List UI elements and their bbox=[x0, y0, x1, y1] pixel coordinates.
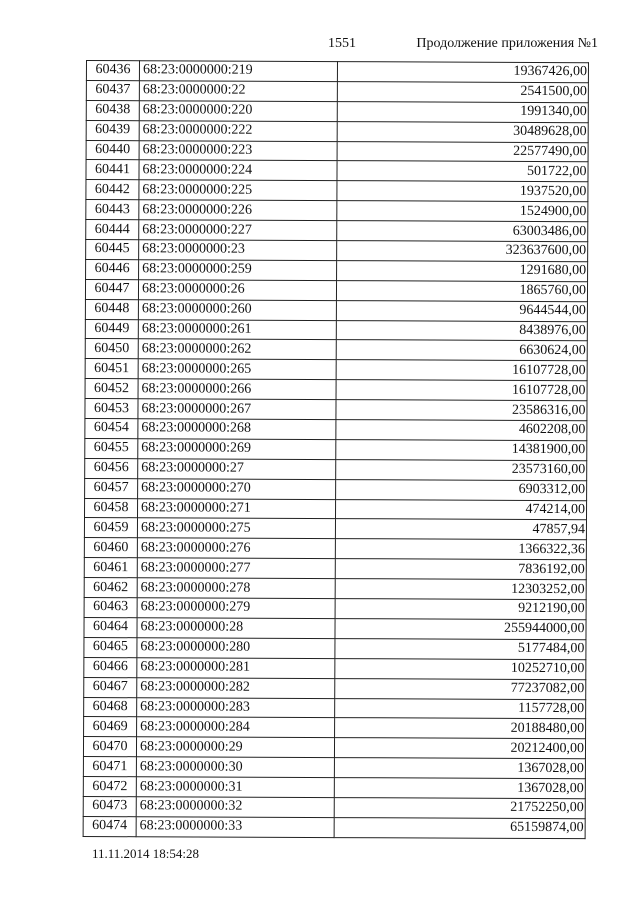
row-number-cell: 60443 bbox=[86, 200, 139, 220]
row-number-cell: 60456 bbox=[85, 458, 138, 478]
row-number-cell: 60449 bbox=[85, 319, 138, 339]
page-number: 1551 bbox=[328, 36, 356, 51]
cadastral-number-cell: 68:23:0000000:260 bbox=[138, 299, 336, 320]
table-row bbox=[83, 757, 585, 779]
cadastral-value-cell: 16107728,00 bbox=[336, 360, 587, 381]
cadastral-number-cell: 68:23:0000000:33 bbox=[136, 817, 334, 838]
row-number-cell: 60440 bbox=[86, 140, 139, 160]
row-number-cell: 60468 bbox=[84, 697, 137, 717]
cadastral-number-cell: 68:23:0000000:259 bbox=[139, 260, 337, 281]
table-row bbox=[86, 61, 588, 83]
row-number-cell: 60470 bbox=[83, 737, 136, 757]
cadastral-value-cell: 6903312,00 bbox=[336, 479, 587, 500]
table-row bbox=[85, 279, 587, 301]
row-number-cell: 60451 bbox=[85, 359, 138, 379]
table-row bbox=[85, 339, 587, 361]
cadastral-value-cell: 16107728,00 bbox=[336, 380, 587, 401]
cadastral-value-cell: 501722,00 bbox=[337, 161, 588, 182]
cadastral-value-cell: 4602208,00 bbox=[336, 420, 587, 441]
row-number-cell: 60462 bbox=[84, 578, 137, 598]
cadastral-number-cell: 68:23:0000000:28 bbox=[137, 618, 335, 639]
table-row bbox=[84, 538, 586, 560]
cadastral-value-cell: 1291680,00 bbox=[337, 261, 588, 282]
table-row bbox=[86, 120, 588, 142]
cadastral-value-cell: 23586316,00 bbox=[336, 400, 587, 421]
table-row bbox=[86, 240, 588, 262]
cadastral-value-table bbox=[83, 60, 589, 839]
row-number-cell: 60473 bbox=[83, 796, 136, 816]
cadastral-value-cell: 47857,94 bbox=[335, 519, 586, 540]
cadastral-number-cell: 68:23:0000000:268 bbox=[138, 419, 336, 440]
table-row bbox=[83, 796, 585, 818]
cadastral-number-cell: 68:23:0000000:280 bbox=[137, 638, 335, 659]
cadastral-number-cell: 68:23:0000000:224 bbox=[139, 160, 337, 181]
table-row bbox=[85, 399, 587, 421]
cadastral-value-cell: 7836192,00 bbox=[335, 559, 586, 580]
table-row bbox=[84, 518, 586, 540]
cadastral-number-cell: 68:23:0000000:276 bbox=[137, 538, 335, 559]
row-number-cell: 60471 bbox=[83, 757, 136, 777]
table-row bbox=[85, 359, 587, 381]
cadastral-number-cell: 68:23:0000000:261 bbox=[138, 319, 336, 340]
cadastral-value-cell: 1865760,00 bbox=[336, 280, 587, 301]
cadastral-number-cell: 68:23:0000000:270 bbox=[138, 478, 336, 499]
row-number-cell: 60441 bbox=[86, 160, 139, 180]
cadastral-value-cell: 12303252,00 bbox=[335, 579, 586, 600]
cadastral-number-cell: 68:23:0000000:269 bbox=[138, 439, 336, 460]
cadastral-value-cell: 65159874,00 bbox=[334, 817, 585, 838]
row-number-cell: 60465 bbox=[84, 637, 137, 657]
row-number-cell: 60463 bbox=[84, 598, 137, 618]
cadastral-number-cell: 68:23:0000000:225 bbox=[139, 180, 337, 201]
table-row bbox=[85, 379, 587, 401]
cadastral-value-cell: 21752250,00 bbox=[334, 798, 585, 819]
table-row bbox=[85, 478, 587, 500]
table-row bbox=[85, 458, 587, 480]
cadastral-number-cell: 68:23:0000000:275 bbox=[137, 518, 335, 539]
cadastral-number-cell: 68:23:0000000:282 bbox=[137, 677, 335, 698]
cadastral-value-cell: 63003486,00 bbox=[337, 221, 588, 242]
cadastral-number-cell: 68:23:0000000:226 bbox=[139, 200, 337, 221]
cadastral-number-cell: 68:23:0000000:283 bbox=[137, 697, 335, 718]
row-number-cell: 60469 bbox=[84, 717, 137, 737]
table-row bbox=[85, 419, 587, 441]
row-number-cell: 60458 bbox=[85, 498, 138, 518]
cadastral-number-cell: 68:23:0000000:279 bbox=[137, 598, 335, 619]
cadastral-number-cell: 68:23:0000000:265 bbox=[138, 359, 336, 380]
cadastral-value-cell: 23573160,00 bbox=[336, 459, 587, 480]
cadastral-number-cell: 68:23:0000000:219 bbox=[139, 61, 337, 82]
cadastral-value-cell: 14381900,00 bbox=[336, 440, 587, 461]
table-row bbox=[86, 80, 588, 102]
cadastral-value-cell: 30489628,00 bbox=[337, 121, 588, 142]
table-row bbox=[83, 777, 585, 799]
cadastral-value-cell: 77237082,00 bbox=[335, 678, 586, 699]
table-row bbox=[86, 200, 588, 222]
cadastral-value-cell: 474214,00 bbox=[335, 499, 586, 520]
table-row bbox=[84, 617, 586, 639]
table-row bbox=[85, 438, 587, 460]
cadastral-value-cell: 255944000,00 bbox=[335, 619, 586, 640]
cadastral-number-cell: 68:23:0000000:223 bbox=[139, 140, 337, 161]
row-number-cell: 60439 bbox=[86, 120, 139, 140]
table-row bbox=[84, 677, 586, 699]
cadastral-value-cell: 2541500,00 bbox=[337, 81, 588, 102]
row-number-cell: 60457 bbox=[85, 478, 138, 498]
table-row bbox=[86, 160, 588, 182]
appendix-continuation-note: Продолжение приложения №1 bbox=[416, 36, 598, 51]
table-row bbox=[84, 717, 586, 739]
cadastral-number-cell: 68:23:0000000:29 bbox=[136, 737, 334, 758]
row-number-cell: 60464 bbox=[84, 617, 137, 637]
cadastral-number-cell: 68:23:0000000:277 bbox=[137, 558, 335, 579]
cadastral-value-cell: 1937520,00 bbox=[337, 181, 588, 202]
cadastral-number-cell: 68:23:0000000:284 bbox=[137, 717, 335, 738]
table-row bbox=[85, 299, 587, 321]
row-number-cell: 60445 bbox=[86, 240, 139, 260]
cadastral-value-cell: 9644544,00 bbox=[336, 300, 587, 321]
row-number-cell: 60467 bbox=[84, 677, 137, 697]
cadastral-number-cell: 68:23:0000000:281 bbox=[137, 657, 335, 678]
cadastral-number-cell: 68:23:0000000:22 bbox=[139, 81, 337, 102]
cadastral-number-cell: 68:23:0000000:27 bbox=[138, 459, 336, 480]
row-number-cell: 60442 bbox=[86, 180, 139, 200]
row-number-cell: 60447 bbox=[85, 279, 138, 299]
row-number-cell: 60474 bbox=[83, 816, 136, 836]
cadastral-value-cell: 20212400,00 bbox=[334, 738, 585, 759]
cadastral-value-cell: 1366322,36 bbox=[335, 539, 586, 560]
cadastral-value-cell: 9212190,00 bbox=[335, 599, 586, 620]
table-row bbox=[84, 697, 586, 719]
row-number-cell: 60460 bbox=[84, 538, 137, 558]
print-timestamp: 11.11.2014 18:54:28 bbox=[92, 846, 200, 861]
table-row bbox=[84, 558, 586, 580]
cadastral-number-cell: 68:23:0000000:278 bbox=[137, 578, 335, 599]
table-row bbox=[86, 140, 588, 162]
cadastral-number-cell: 68:23:0000000:267 bbox=[138, 399, 336, 420]
table-row bbox=[84, 598, 586, 620]
row-number-cell: 60446 bbox=[86, 259, 139, 279]
cadastral-value-cell: 19367426,00 bbox=[337, 62, 588, 83]
cadastral-number-cell: 68:23:0000000:227 bbox=[139, 220, 337, 241]
cadastral-value-cell: 5177484,00 bbox=[335, 638, 586, 659]
cadastral-value-cell: 1157728,00 bbox=[335, 698, 586, 719]
cadastral-value-cell: 1524900,00 bbox=[337, 201, 588, 222]
cadastral-number-cell: 68:23:0000000:31 bbox=[136, 777, 334, 798]
cadastral-number-cell: 68:23:0000000:271 bbox=[138, 498, 336, 519]
table-row bbox=[83, 737, 585, 759]
cadastral-value-cell: 10252710,00 bbox=[335, 658, 586, 679]
cadastral-value-cell: 1367028,00 bbox=[334, 758, 585, 779]
row-number-cell: 60455 bbox=[85, 438, 138, 458]
table-row bbox=[85, 319, 587, 341]
row-number-cell: 60461 bbox=[84, 558, 137, 578]
cadastral-number-cell: 68:23:0000000:32 bbox=[136, 797, 334, 818]
row-number-cell: 60437 bbox=[86, 80, 139, 100]
cadastral-value-cell: 1367028,00 bbox=[334, 778, 585, 799]
row-number-cell: 60438 bbox=[86, 100, 139, 120]
cadastral-number-cell: 68:23:0000000:220 bbox=[139, 101, 337, 122]
table-row bbox=[83, 816, 585, 838]
table-row bbox=[85, 498, 587, 520]
cadastral-number-cell: 68:23:0000000:26 bbox=[138, 280, 336, 301]
cadastral-value-cell: 6630624,00 bbox=[336, 340, 587, 361]
row-number-cell: 60459 bbox=[84, 518, 137, 538]
cadastral-number-cell: 68:23:0000000:23 bbox=[139, 240, 337, 261]
row-number-cell: 60466 bbox=[84, 657, 137, 677]
table-row bbox=[84, 637, 586, 659]
cadastral-value-cell: 8438976,00 bbox=[336, 320, 587, 341]
cadastral-value-cell: 323637600,00 bbox=[337, 241, 588, 262]
row-number-cell: 60453 bbox=[85, 399, 138, 419]
cadastral-number-cell: 68:23:0000000:266 bbox=[138, 379, 336, 400]
cadastral-value-cell: 20188480,00 bbox=[335, 718, 586, 739]
cadastral-number-cell: 68:23:0000000:262 bbox=[138, 339, 336, 360]
table-row bbox=[86, 220, 588, 242]
table-row bbox=[86, 180, 588, 202]
row-number-cell: 60454 bbox=[85, 419, 138, 439]
cadastral-value-cell: 1991340,00 bbox=[337, 101, 588, 122]
row-number-cell: 60452 bbox=[85, 379, 138, 399]
row-number-cell: 60450 bbox=[85, 339, 138, 359]
table-body bbox=[83, 61, 588, 839]
row-number-cell: 60472 bbox=[83, 777, 136, 797]
cadastral-number-cell: 68:23:0000000:30 bbox=[136, 757, 334, 778]
table-row bbox=[86, 100, 588, 122]
row-number-cell: 60436 bbox=[86, 61, 139, 81]
table-row bbox=[86, 259, 588, 281]
cadastral-value-cell: 22577490,00 bbox=[337, 141, 588, 162]
cadastral-number-cell: 68:23:0000000:222 bbox=[139, 120, 337, 141]
table-row bbox=[84, 578, 586, 600]
row-number-cell: 60444 bbox=[86, 220, 139, 240]
row-number-cell: 60448 bbox=[85, 299, 138, 319]
table-row bbox=[84, 657, 586, 679]
